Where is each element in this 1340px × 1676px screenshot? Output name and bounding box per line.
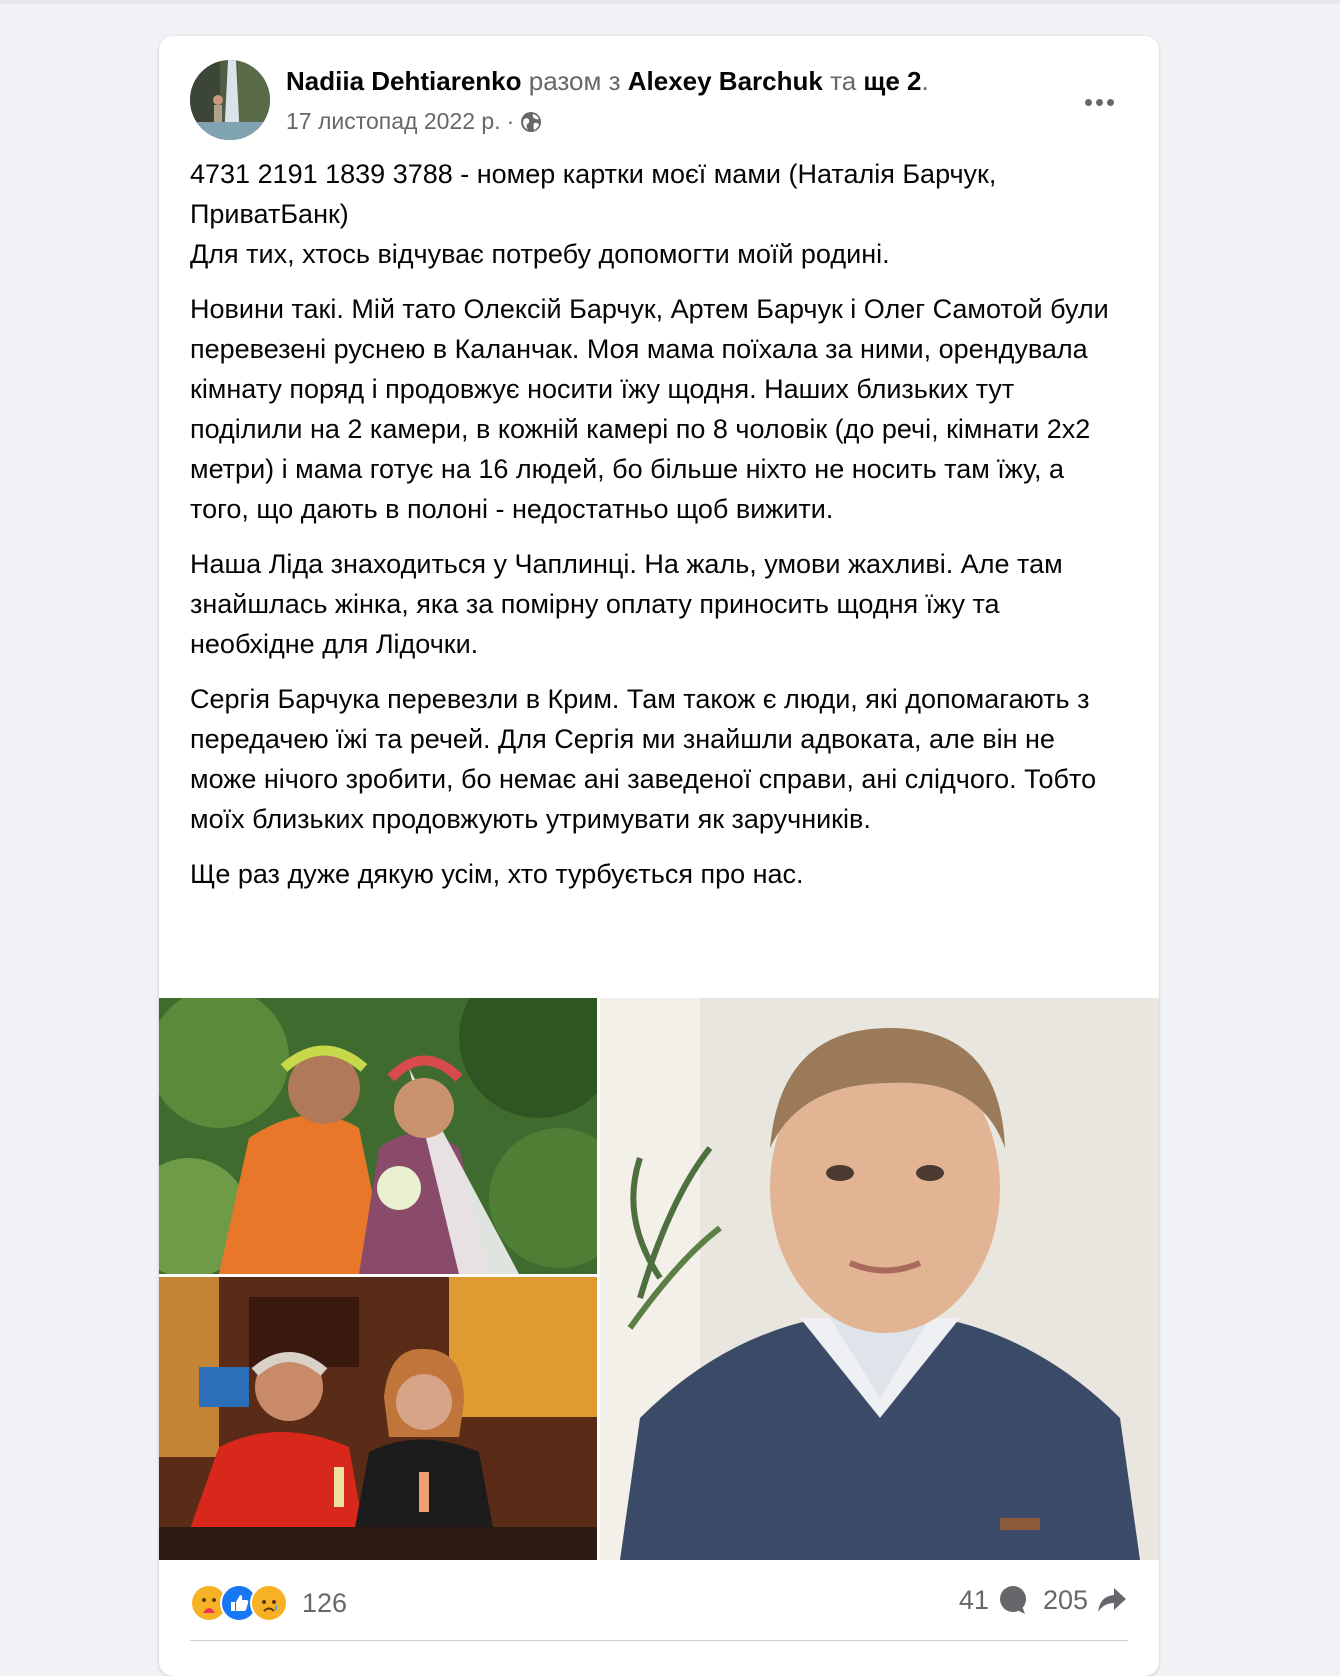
- post-paragraph: 4731 2191 1839 3788 - номер картки моєї мами (Наталія Барчук, ПриватБанк) Для тих, хтось відчуває потребу допомогти моїй родині.: [190, 159, 997, 269]
- post-photo-grid: [159, 998, 1159, 1560]
- post-paragraph: Сергія Барчука перевезли в Крим. Там також є люди, які допомагають з передачею їжі та речей. Для Сергія ми знайшли адвоката, але він не може нічого зробити, бо немає ані заведеної справи, ані слідчого. Тобто моїх близьких продовжують утримувати як заручників.: [190, 684, 1097, 834]
- share-icon: [1096, 1584, 1128, 1616]
- post-date-link[interactable]: 17 листопад 2022 р.: [286, 108, 501, 134]
- post-message: [190, 154, 1110, 909]
- share-count: 205: [1042, 1584, 1088, 1615]
- more-options-dot: [1107, 99, 1114, 106]
- post-paragraph: Новини такі. Мій тато Олексій Барчук, Артем Барчук і Олег Самотой були перевезені руснею в Каланчак. Моя мама поїхала за ними, орендувала кімнату поряд і продовжує носити їжу щодня. Наших близьких тут поділили на 2 камери, в кожній камері по 8 чоловік (до речі, кімнати 2х2 метри) і мама готує на 16 людей, бо більше ніхто не носить там їжу, а того, що дають в полоні - недостатньо щоб вижити.: [190, 294, 1109, 524]
- post-title-line: [286, 66, 929, 97]
- reactions-summary[interactable]: [190, 1584, 347, 1622]
- footer-divider: [190, 1640, 1128, 1641]
- globe-icon[interactable]: [520, 111, 542, 133]
- shares-stat[interactable]: [1043, 1584, 1128, 1616]
- post-header: [190, 60, 1139, 142]
- post-meta: [286, 108, 542, 135]
- sad-reaction-icon: [250, 1584, 288, 1622]
- photo-parents-restaurant[interactable]: [159, 1277, 597, 1560]
- more-options-icon: [1085, 99, 1092, 106]
- post-card: [159, 36, 1159, 1676]
- engagement-stats: [959, 1584, 1128, 1616]
- tagged-user-link[interactable]: Alexey Barchuk: [627, 66, 823, 96]
- reaction-count: 126: [302, 1587, 348, 1618]
- top-divider: [0, 0, 1340, 4]
- photo-wedding-couple[interactable]: [159, 998, 597, 1274]
- author-name-link[interactable]: Nadiia Dehtiarenko: [286, 66, 522, 96]
- more-options-button[interactable]: [1077, 88, 1121, 116]
- post-paragraph: Наша Ліда знаходиться у Чаплинці. На жаль, умови жахливі. Але там знайшлась жінка, яка за помірну оплату приносить щодня їжу та необхідне для Лідочки.: [190, 549, 1063, 659]
- title-period: .: [921, 66, 929, 96]
- post-paragraph: Ще раз дуже дякую усім, хто турбується про нас.: [190, 859, 804, 889]
- more-options-dot: [1096, 99, 1103, 106]
- others-link[interactable]: ще 2: [863, 66, 922, 96]
- post-footer: [190, 1576, 1128, 1636]
- author-avatar[interactable]: [190, 60, 270, 140]
- comment-icon: [997, 1584, 1029, 1616]
- photo-man-portrait[interactable]: [600, 998, 1159, 1560]
- and-text: та: [830, 66, 857, 96]
- comments-stat[interactable]: [959, 1584, 1029, 1616]
- comment-count: 41: [958, 1584, 989, 1615]
- with-text: разом з: [528, 66, 621, 96]
- meta-separator: ·: [506, 108, 515, 134]
